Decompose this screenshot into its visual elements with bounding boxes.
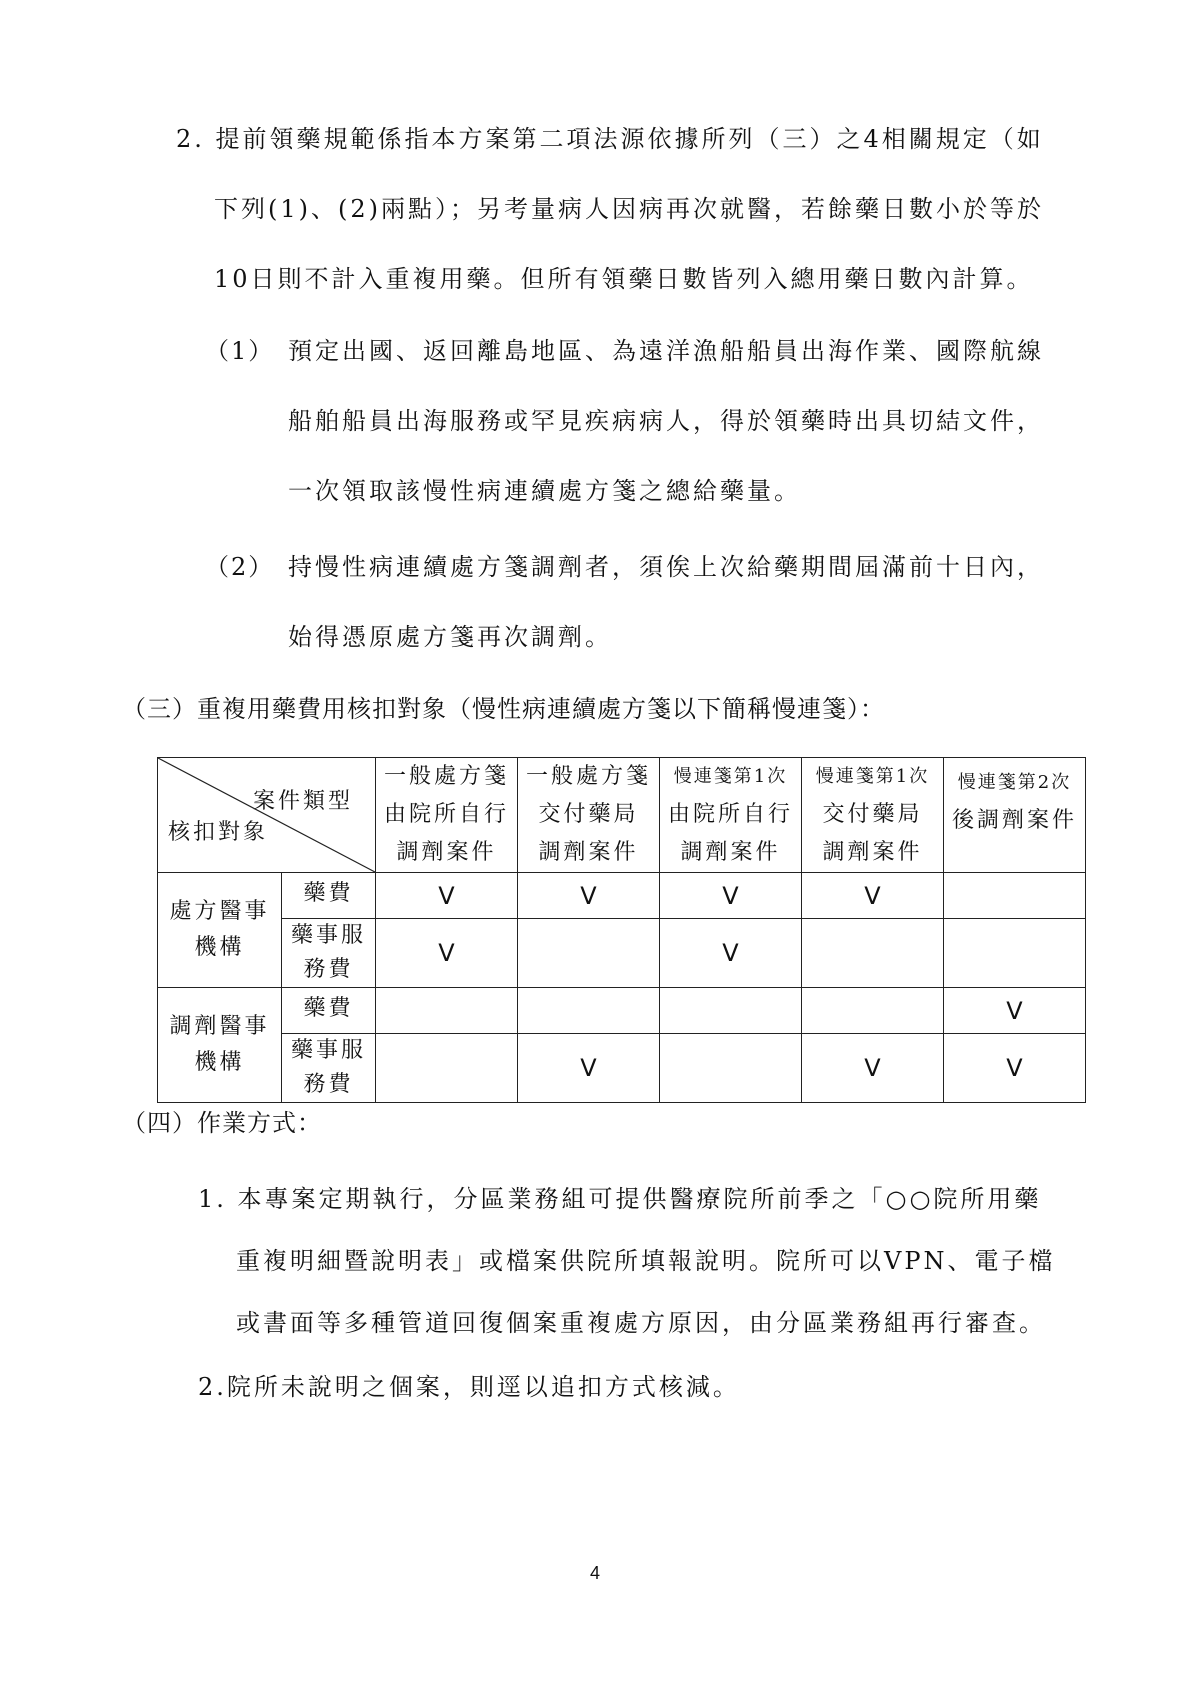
col-header-5-line2: 後調劑案件	[951, 808, 1077, 833]
op2-line1: 2.院所未說明之個案，則逕以追扣方式核減。	[198, 1373, 740, 1401]
table-row	[158, 919, 1086, 988]
group-label-line2: 機構	[194, 935, 245, 960]
mark-cell	[518, 988, 660, 1034]
section3-heading: （三）重複用藥費用核扣對象（慢性病連續處方箋以下簡稱慢連箋）：	[122, 695, 885, 723]
col-header-2-line2: 交付藥局	[538, 802, 639, 827]
sub-label-line2: 務費	[303, 957, 354, 982]
sub-label-drug-fee	[282, 988, 376, 1034]
mark-cell: V	[660, 919, 802, 988]
table-row	[158, 873, 1086, 919]
sub-label-line1: 藥費	[303, 996, 354, 1021]
mark-cell	[376, 1034, 518, 1103]
sub2-line1: 持慢性病連續處方箋調劑者，須俟上次給藥期間屆滿前十日內，	[288, 553, 1044, 581]
col-header-3-line1: 慢連箋第1次	[673, 766, 788, 787]
sub-label-line1: 藥事服	[290, 1038, 366, 1063]
sub-label-drug-fee	[282, 873, 376, 919]
col-header-1-line3: 調劑案件	[396, 840, 497, 865]
mark-cell: V	[944, 988, 1086, 1034]
col-header-5-line1: 慢連箋第2次	[957, 772, 1072, 793]
mark-cell	[944, 919, 1086, 988]
col-header-1-line2: 由院所自行	[383, 802, 509, 827]
sub1-line3: 一次領取該慢性病連續處方箋之總給藥量。	[288, 477, 801, 505]
corner-top-label: 案件類型	[252, 789, 353, 814]
mark-cell: V	[518, 1034, 660, 1103]
mark-cell	[660, 1034, 802, 1103]
mark-cell: V	[376, 873, 518, 919]
item2-line2: 下列(1)、(2)兩點）；另考量病人因病再次就醫，若餘藥日數小於等於	[214, 195, 1044, 223]
table-header-row	[158, 758, 1086, 873]
sub1-number: （1）	[205, 337, 275, 365]
op1-line1: 1. 本專案定期執行，分區業務組可提供醫療院所前季之「○○院所用藥	[198, 1185, 1042, 1213]
group-label-line1: 調劑醫事	[169, 1014, 270, 1039]
page-number: 4	[589, 1563, 600, 1583]
col-header-1	[376, 758, 518, 873]
col-header-2-line1: 一般處方箋	[525, 764, 651, 789]
col-header-4-line1: 慢連箋第1次	[815, 766, 930, 787]
mark-cell	[660, 988, 802, 1034]
mark-cell: V	[802, 1034, 944, 1103]
sub1-line1: 預定出國、返回離島地區、為遠洋漁船船員出海作業、國際航線	[288, 337, 1044, 365]
sub-label-service-fee	[282, 919, 376, 988]
mark-cell	[518, 919, 660, 988]
col-header-2-line3: 調劑案件	[538, 840, 639, 865]
col-header-3	[660, 758, 802, 873]
sub-label-service-fee	[282, 1034, 376, 1103]
mark-cell: V	[518, 873, 660, 919]
mark-cell	[802, 919, 944, 988]
item2-line1: 2. 提前領藥規範係指本方案第二項法源依據所列（三）之4相關規定（如	[176, 125, 1044, 153]
mark-cell	[944, 873, 1086, 919]
mark-cell	[376, 988, 518, 1034]
sub-label-line1: 藥費	[303, 881, 354, 906]
corner-bottom-label: 核扣對象	[168, 820, 269, 845]
mark-cell: V	[944, 1034, 1086, 1103]
mark-cell: V	[660, 873, 802, 919]
sub2-number: （2）	[205, 553, 275, 581]
table-row	[158, 988, 1086, 1034]
col-header-4-line3: 調劑案件	[822, 840, 923, 865]
op1-line2: 重複明細暨說明表」或檔案供院所填報說明。院所可以VPN、電子檔	[236, 1247, 1056, 1275]
sub-label-line1: 藥事服	[290, 923, 366, 948]
mark-cell: V	[802, 873, 944, 919]
col-header-3-line2: 由院所自行	[667, 802, 793, 827]
sub-label-line2: 務費	[303, 1072, 354, 1097]
col-header-2	[518, 758, 660, 873]
col-header-5	[944, 758, 1086, 873]
mark-cell	[802, 988, 944, 1034]
group-label-line2: 機構	[194, 1050, 245, 1075]
group-label-dispensing	[158, 988, 282, 1103]
col-header-1-line1: 一般處方箋	[383, 764, 509, 789]
col-header-4	[802, 758, 944, 873]
sub1-line2: 船舶船員出海服務或罕見疾病病人，得於領藥時出具切結文件，	[288, 407, 1044, 435]
deduction-table	[157, 757, 1086, 1103]
item2-line3: 10日則不計入重複用藥。但所有領藥日數皆列入總用藥日數內計算。	[214, 265, 1034, 293]
col-header-3-line3: 調劑案件	[680, 840, 781, 865]
corner-header-cell	[158, 758, 376, 873]
op1-line3: 或書面等多種管道回復個案重複處方原因，由分區業務組再行審查。	[236, 1309, 1046, 1337]
table-row	[158, 1034, 1086, 1103]
section4-heading: （四）作業方式：	[122, 1109, 322, 1137]
sub2-line2: 始得憑原處方箋再次調劑。	[288, 623, 612, 651]
col-header-4-line2: 交付藥局	[822, 802, 923, 827]
mark-cell: V	[376, 919, 518, 988]
group-label-line1: 處方醫事	[169, 899, 270, 924]
group-label-prescribing	[158, 873, 282, 988]
